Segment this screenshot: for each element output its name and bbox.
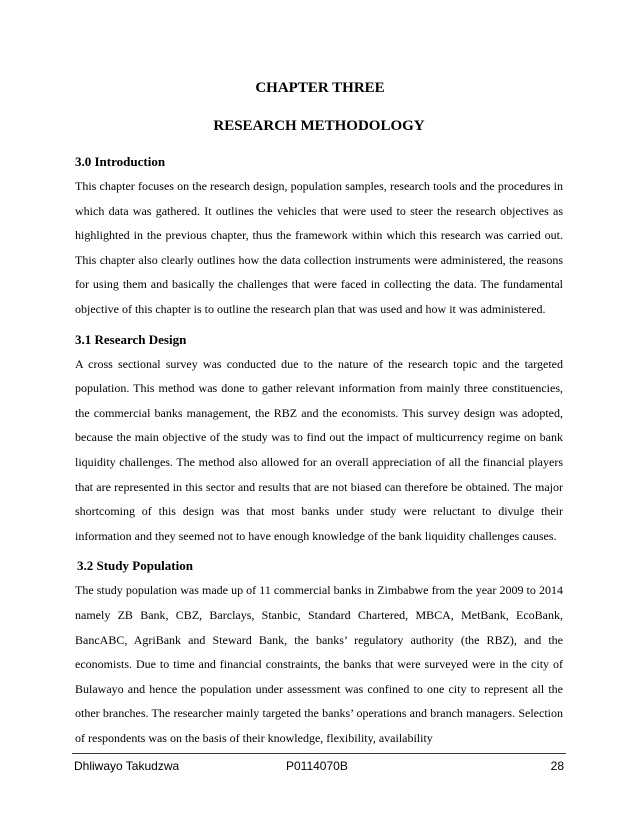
page-footer	[74, 759, 564, 779]
chapter-title: RESEARCH METHODOLOGY	[213, 118, 425, 134]
chapter-number	[0, 80, 638, 97]
footer-student-id: P0114070B	[286, 759, 348, 773]
section-heading: 3.0 Introduction	[75, 154, 166, 169]
footer-divider	[72, 753, 566, 754]
section-study-population	[75, 554, 563, 750]
section-paragraph: A cross sectional survey was conducted due to the nature of the research topic and the targeted population. This method was done to gather relevant information from mainly three constituencies, the commercial banks management, the RBZ and the economists. This survey design was adopted, because the main objective of the study was to find out the impact of multicurrency regime on bank liquidity challenges. The method also allowed for an overall appreciation of all the financial players that are represented in this sector and results that are not biased can therefore be obtained. The major shortcoming of this design was that most banks under study were reluctant to divulge their information and they seemed not to have enough knowledge of the bank liquidity challenges causes.	[75, 356, 563, 543]
section-heading: 3.2 Study Population	[77, 558, 193, 574]
section-research-design	[75, 328, 563, 549]
section-paragraph: The study population was made up of 11 commercial banks in Zimbabwe from the year 2009 to 2014 namely ZB Bank, CBZ, Barclays, Stanbic, Standard Chartered, MBCA, MetBank, EcoBank, BancABC, AgriBank and Steward Bank, the banks’ regulatory authority (the RBZ), and the economists. Due to time and financial constraints, the banks that were surveyed were in the city of Bulawayo and hence the population under assessment was confined to one city to represent all the other branches. The researcher mainly targeted the banks’ operations and branch managers. Selection of respondents was on the basis of their knowledge, flexibility, availability	[75, 583, 563, 745]
section-introduction	[75, 150, 563, 322]
footer-author: Dhliwayo Takudzwa	[74, 759, 180, 773]
chapter-number-text: CHAPTER THREE	[255, 80, 385, 96]
document-body	[75, 150, 563, 756]
section-paragraph: This chapter focuses on the research design, population samples, research tools and the procedures in which data was gathered. It outlines the vehicles that were used to steer the research objectives as highlighted in the previous chapter, thus the framework within which this research was carried out. This chapter also clearly outlines how the data collection instruments were administered, the reasons for using them and basically the challenges that were faced in collecting the data. The fundamental objective of this chapter is to outline the research plan that was used and how it was administered.	[75, 179, 563, 316]
footer-page-number: 28	[550, 759, 564, 773]
section-heading: 3.1 Research Design	[75, 331, 187, 347]
